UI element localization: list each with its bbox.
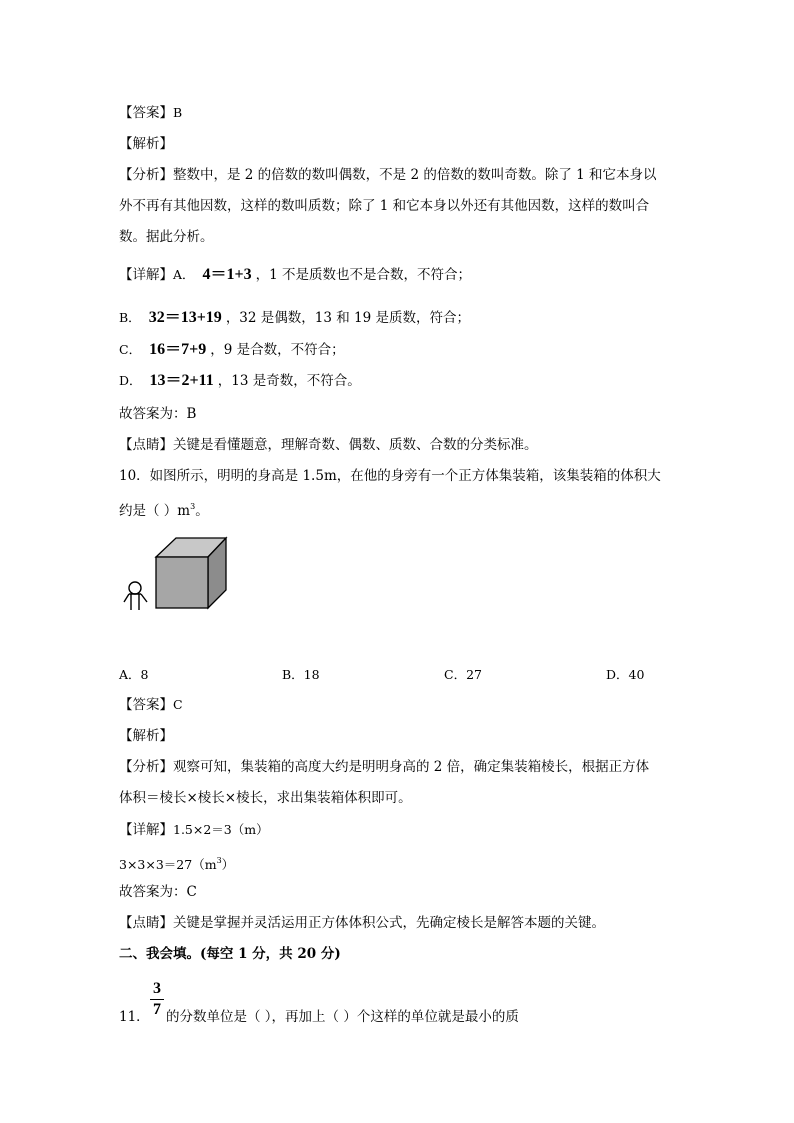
- q9-detail-b: [119, 308, 470, 328]
- q9-detail-d: [119, 371, 361, 391]
- dianjing-text: 关键是掌握并灵活运用正方体体积公式，先确定棱长是解答本题的关键。: [173, 915, 605, 931]
- q11-number: 11．: [119, 1009, 150, 1025]
- detail-text: ，1 不是质数也不是合数，不符合；: [255, 267, 472, 283]
- dianjing-tag: 【点睛】: [119, 437, 173, 453]
- section-title: 二、我会填。(每空 1 分，共 20 分): [119, 946, 341, 962]
- q10-detail-line-2: [119, 851, 234, 875]
- option-b: B．18: [282, 667, 320, 682]
- option-label: B．: [119, 310, 141, 325]
- stem-text: 约是（ ）m: [119, 503, 191, 519]
- answer-tag: 【答案】: [119, 105, 173, 121]
- detail-text: 3×3×3＝27（m: [119, 857, 217, 872]
- q11-text: 的分数单位是（ ），再加上（ ）个这样的单位就是最小的质: [166, 1009, 519, 1025]
- fraction-numerator: 3: [153, 980, 161, 997]
- option-c: C．27: [444, 667, 482, 682]
- superscript: 3: [190, 502, 196, 511]
- fenxi-tag: 【分析】: [119, 167, 173, 183]
- detail-tag: 【详解】: [119, 267, 173, 283]
- person-icon: [124, 582, 147, 610]
- dianjing-tag: 【点睛】: [119, 915, 173, 931]
- q9-fenxi-line-3: 数。据此分析。: [119, 229, 214, 245]
- equation: 32＝13+19: [148, 309, 222, 326]
- q10-dianjing: [119, 913, 605, 933]
- detail-end: ）: [221, 857, 235, 872]
- q9-detail-c: [119, 340, 345, 360]
- q10-stem-line-1: 10．如图所示，明明的身高是 1.5m，在他的身旁有一个正方体集装箱，该集装箱的体积大: [119, 468, 661, 484]
- q10-analysis-tag: 【解析】: [119, 728, 173, 744]
- q9-answer-line: [119, 103, 182, 123]
- fenxi-text: 观察可知，集装箱的高度大约是明明身高的 2 倍，确定集装箱棱长，根据正方体: [173, 759, 650, 775]
- fenxi-text: 整数中，是 2 的倍数的数叫偶数，不是 2 的倍数的数叫奇数。除了 1 和它本身以: [173, 167, 657, 183]
- q9-detail-a: [119, 265, 471, 285]
- q9-conclusion: 故答案为：B: [119, 406, 197, 422]
- detail-text: ，32 是偶数，13 和 19 是质数，符合；: [225, 310, 471, 326]
- q10-fenxi-line-1: [119, 757, 649, 777]
- equation: 13＝2+11: [149, 372, 214, 389]
- q9-fenxi-line-2: 外不再有其他因数，这样的数叫质数；除了 1 和它本身以外还有其他因数，这样的数叫合: [119, 198, 650, 214]
- fraction-denominator: 7: [153, 1001, 161, 1018]
- option-a: A．8: [119, 667, 149, 682]
- equation: 4＝1+3: [202, 266, 252, 283]
- q9-analysis-tag: 【解析】: [119, 136, 173, 152]
- fraction: [150, 980, 164, 1019]
- dianjing-text: 关键是看懂题意，理解奇数、偶数、质数、合数的分类标准。: [173, 437, 538, 453]
- q9-fenxi-line-1: [119, 165, 657, 185]
- detail-text: ，9 是合数，不符合；: [210, 342, 345, 358]
- superscript: 3: [216, 856, 222, 865]
- answer-value: C: [173, 697, 183, 712]
- q10-stem-line-2: [119, 497, 209, 521]
- equation: 16＝7+9: [149, 341, 207, 358]
- detail-text: ，13 是奇数，不符合。: [217, 373, 361, 389]
- cube-icon: [156, 538, 226, 608]
- q10-conclusion: 故答案为：C: [119, 884, 197, 900]
- fenxi-tag: 【分析】: [119, 759, 173, 775]
- option-label: A．: [173, 267, 195, 282]
- option-label: C．: [119, 342, 142, 357]
- detail-text: 1.5×2＝3（m）: [173, 822, 269, 837]
- q9-dianjing: [119, 435, 538, 455]
- answer-value: B: [173, 105, 183, 120]
- detail-tag: 【详解】: [119, 822, 173, 838]
- q10-detail-line-1: [119, 820, 269, 840]
- answer-tag: 【答案】: [119, 697, 173, 713]
- cube-and-person-figure: [120, 530, 240, 615]
- option-d: D．40: [606, 667, 645, 682]
- fraction-bar: [150, 999, 164, 1000]
- option-label: D．: [119, 373, 142, 388]
- q10-fenxi-line-2: 体积＝棱长×棱长×棱长，求出集装箱体积即可。: [119, 790, 412, 806]
- stem-end: 。: [195, 503, 209, 519]
- q10-answer-line: [119, 695, 183, 715]
